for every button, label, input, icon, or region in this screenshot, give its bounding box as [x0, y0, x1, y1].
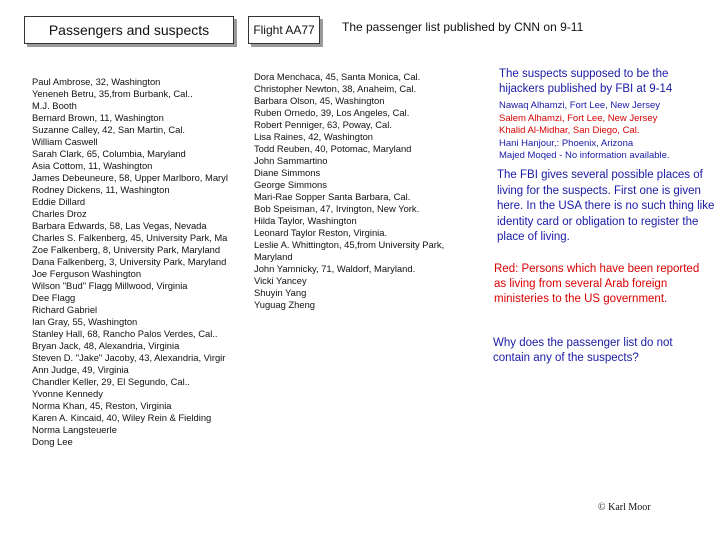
passenger-entry: M.J. Booth	[32, 100, 77, 111]
passenger-entry: Rodney Dickens, 11, Washington	[32, 184, 170, 195]
passenger-entry: Yeneneh Betru, 35,from Burbank, Cal..	[32, 88, 193, 99]
passenger-entry: Chandler Keller, 29, El Segundo, Cal..	[32, 376, 190, 387]
passenger-entry: Asia Cottom, 11, Washington	[32, 160, 153, 171]
red-legend-note: Red: Persons which have been reported as living from several Arab foreign ministeries to the US government.	[494, 263, 700, 305]
passenger-entry: Zoe Falkenberg, 8, University Park, Maryland	[32, 244, 221, 255]
passenger-entry: Diane Simmons	[254, 167, 321, 178]
suspect-entry: Nawaq Alhamzi, Fort Lee, New Jersey	[499, 100, 661, 111]
suspect-entry: Salem Alhamzi, Fort Lee, New Jersey	[499, 112, 658, 124]
passenger-entry: Christopher Newton, 38, Anaheim, Cal.	[254, 83, 417, 94]
passenger-entry: Vicki Yancey	[254, 275, 307, 286]
passenger-entry: John Sammartino	[254, 155, 328, 166]
passenger-entry: Ruben Ornedo, 39, Los Angeles, Cal.	[254, 107, 410, 118]
passenger-entry: Todd Reuben, 40, Potomac, Maryland	[254, 143, 412, 154]
suspect-entry: Khalid Al-Midhar, San Diego, Cal.	[499, 125, 640, 136]
passenger-entry: Ian Gray, 55, Washington	[32, 316, 138, 327]
passenger-entry: Eddie Dillard	[32, 196, 86, 207]
passenger-entry: Charles Droz	[32, 208, 87, 219]
passenger-entry: Bob Speisman, 47, Irvington, New York.	[254, 203, 420, 214]
question-text: Why does the passenger list do not contain any of the suspects?	[493, 337, 673, 364]
passenger-entry: Paul Ambrose, 32, Washington	[32, 76, 161, 87]
passenger-entry: Yvonne Kennedy	[32, 388, 103, 399]
passenger-entry: Dee Flagg	[32, 292, 76, 303]
passenger-entry: John Yamnicky, 71, Waldorf, Maryland.	[254, 263, 416, 274]
passenger-entry: Barbara Edwards, 58, Las Vegas, Nevada	[32, 220, 207, 231]
passenger-entry: Ann Judge, 49, Virginia	[32, 364, 129, 375]
cnn-list-caption: The passenger list published by CNN on 9-11	[342, 20, 584, 34]
passenger-entry: Stanley Hall, 68, Rancho Palos Verdes, Cal..	[32, 328, 218, 339]
author-credit: © Karl Moor	[598, 502, 651, 513]
passenger-entry: Barbara Olson, 45, Washington	[254, 95, 385, 106]
passenger-entry: Bernard Brown, 11, Washington	[32, 112, 164, 123]
passenger-entry: Dong Lee	[32, 436, 73, 447]
passenger-entry: Lisa Raines, 42, Washington	[254, 131, 373, 142]
suspect-entry: Hani Hanjour,: Phoenix, Arizona	[499, 137, 634, 149]
passenger-entry: Leonard Taylor Reston, Virginia.	[254, 227, 388, 238]
passenger-entry: Leslie A. Whittington, 45,from University Park, Maryland	[254, 239, 445, 262]
flight-box	[248, 16, 320, 44]
passenger-entry: Norma Langsteuerle	[32, 424, 117, 435]
passenger-entry: Robert Penniger, 63, Poway, Cal.	[254, 119, 392, 130]
passenger-entry: Joe Ferguson Washington	[32, 268, 142, 279]
passenger-entry: Charles S. Falkenberg, 45, University Park, Ma	[32, 232, 228, 243]
flight-label: Flight AA77	[253, 23, 315, 37]
passenger-entry: Dana Falkenberg, 3, University Park, Maryland	[32, 256, 227, 267]
passenger-entry: Yuguag Zheng	[254, 299, 315, 310]
suspect-list	[499, 100, 713, 163]
passenger-list-column-1	[32, 76, 246, 448]
passenger-entry: Bryan Jack, 48, Alexandria, Virginia	[32, 340, 180, 351]
passenger-entry: Richard Gabriel	[32, 304, 98, 315]
passenger-entry: George Simmons	[254, 179, 327, 190]
passenger-entry: Suzanne Calley, 42, San Martin, Cal.	[32, 124, 186, 135]
passenger-entry: Shuyin Yang	[254, 287, 307, 298]
passenger-entry: Hilda Taylor, Washington	[254, 215, 357, 226]
passenger-list-column-2	[254, 71, 478, 311]
suspect-entry: Majed Moqed - No information available.	[499, 150, 670, 161]
passenger-entry: Wilson "Bud" Flagg Millwood, Virginia	[32, 280, 188, 291]
passenger-entry: Dora Menchaca, 45, Santa Monica, Cal.	[254, 71, 421, 82]
passenger-entry: William Caswell	[32, 136, 98, 147]
passenger-entry: Sarah Clark, 65, Columbia, Maryland	[32, 148, 186, 159]
passenger-entry: Steven D. "Jake" Jacoby, 43, Alexandria, Virgir	[32, 352, 226, 363]
passenger-entry: James Debeuneure, 58, Upper Marlboro, Maryl	[32, 172, 228, 183]
suspects-heading: The suspects supposed to be the hijackers published by FBI at 9-14	[499, 68, 673, 95]
passenger-entry: Mari-Rae Sopper Santa Barbara, Cal.	[254, 191, 411, 202]
slide-title: Passengers and suspects	[48, 22, 210, 38]
passenger-entry: Norma Khan, 45, Reston, Virginia	[32, 400, 172, 411]
fbi-note: The FBI gives several possible places of living for the suspects. First one is given here. In the USA there is no such thing like identity card or obligation to register the place of living.	[497, 169, 715, 243]
title-box	[24, 16, 234, 44]
passenger-entry: Karen A. Kincaid, 40, Wiley Rein & Fielding	[32, 412, 212, 423]
